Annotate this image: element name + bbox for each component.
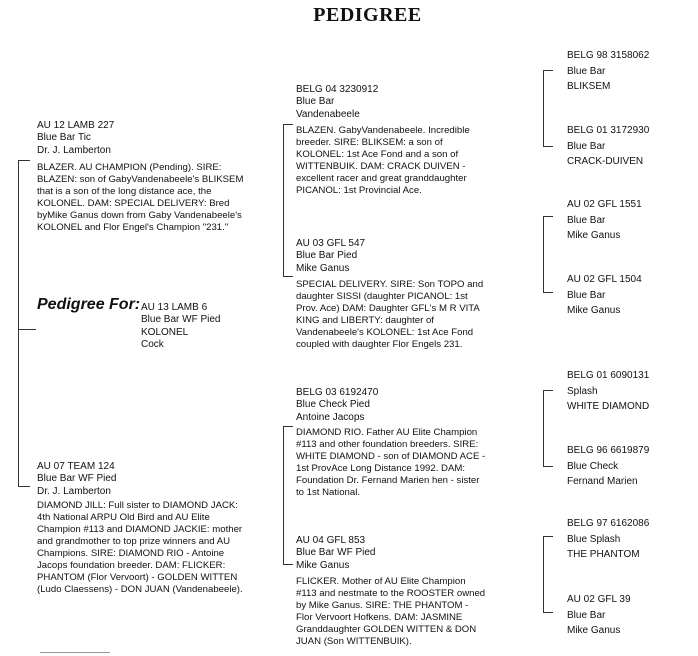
bracket-g1-vertical — [543, 70, 544, 146]
pedigree-for-label: Pedigree For: — [37, 296, 141, 313]
dam-info — [37, 461, 116, 498]
bracket-ds-vertical — [283, 426, 284, 564]
bracket-g7-top — [543, 536, 553, 537]
ancestor-g4 — [567, 272, 642, 319]
bracket-g7-bottom — [543, 612, 553, 613]
dam-sire-breeder: Antoine Jacops — [296, 411, 365, 423]
dam-band: AU 07 TEAM 124 — [37, 461, 115, 472]
sire-dam-note: SPECIAL DELIVERY. SIRE: Son TOPO and daughter SISSI (daughter PICANOL: 1st Prov. Ace) DAM: Daughter GFL's M R VITA KING and LIBERTY: daughter of Vandenabeele's KOLONEL: 1st Ace Fond coupled with daughter Flor Engels 231. — [296, 279, 484, 350]
bracket-g3-vertical — [543, 216, 544, 292]
bracket-left-stub — [18, 329, 36, 330]
g1-band: BELG 98 3158062 — [567, 50, 650, 61]
subject-color: Blue Bar WF Pied — [141, 314, 221, 326]
g6-band: BELG 96 6619879 — [567, 445, 650, 456]
g4-color: Blue Bar — [567, 289, 606, 301]
sire-sire-breeder: Vandenabeele — [296, 108, 360, 120]
ancestor-g2 — [567, 123, 649, 170]
page-title: PEDIGREE — [313, 4, 422, 26]
bracket-g1-bottom — [543, 146, 553, 147]
g1-color: Blue Bar — [567, 65, 606, 77]
bracket-g5-top — [543, 390, 553, 391]
ancestor-g7 — [567, 516, 649, 563]
sire-breeder: Dr. J. Lamberton — [37, 144, 111, 156]
bracket-ds-bottom — [283, 564, 293, 565]
bottom-divider — [40, 652, 110, 653]
ancestor-g5 — [567, 368, 649, 415]
g8-band: AU 02 GFL 39 — [567, 594, 631, 605]
sire-sire-note: BLAZEN. GabyVandenabeele. Incredible breeder. SIRE: BLIKSEM: a son of KOLONEL: 1st Ace Fond and a son of WITTENBUIK. DAM: CRACK DUIVEN - excellent racer and great granddaughter PICANOL: 1st Provincial Ace. — [296, 125, 470, 196]
dam-dam-info — [296, 535, 375, 572]
g2-band: BELG 01 3172930 — [567, 125, 650, 136]
subject-sex: Cock — [141, 339, 164, 351]
bracket-g3-bottom — [543, 292, 553, 293]
sire-info — [37, 120, 114, 157]
subject-info — [141, 302, 220, 352]
bracket-ss-bottom — [283, 276, 293, 277]
bracket-ss-vertical — [283, 124, 284, 276]
bracket-g5-vertical — [543, 390, 544, 466]
sire-band: AU 12 LAMB 227 — [37, 120, 115, 131]
sire-note: BLAZER. AU CHAMPION (Pending). SIRE: BLAZEN: son of GabyVandenabeele's BLIKSEM that is a son of the long distance ace, the KOLONEL. DAM: SPECIAL DELIVERY: Bred byMike Ganus down from Gaby Vandenabeele's KOLONEL and Flor Engel's Champion "231." — [37, 162, 244, 233]
g7-color: Blue Splash — [567, 533, 621, 545]
dam-sire-note: DIAMOND RIO. Father AU Elite Champion #113 and other foundation breeders. SIRE: WHITE DIAMOND - son of DIAMOND ACE - 1st ProvAce Long Distance 1992. DAM: Foundation Dr. Fernand Marien hen - sister to 1st National. — [296, 427, 486, 498]
sire-dam-breeder: Mike Ganus — [296, 262, 350, 274]
sire-dam-color: Blue Bar Pied — [296, 250, 358, 262]
g7-name: THE PHANTOM — [567, 549, 640, 560]
sire-sire-band: BELG 04 3230912 — [296, 84, 379, 95]
g6-color: Blue Check — [567, 460, 619, 472]
sire-dam-info — [296, 238, 365, 275]
subject-band: AU 13 LAMB 6 — [141, 302, 208, 313]
g3-color: Blue Bar — [567, 214, 606, 226]
bracket-g5-bottom — [543, 466, 553, 467]
subject-name: KOLONEL — [141, 326, 189, 338]
g5-color: Splash — [567, 385, 598, 397]
dam-dam-color: Blue Bar WF Pied — [296, 547, 376, 559]
g8-name: Mike Ganus — [567, 625, 621, 636]
dam-sire-band: BELG 03 6192470 — [296, 387, 379, 398]
bracket-left-bottom — [18, 486, 30, 487]
dam-note: DIAMOND JILL: Full sister to DIAMOND JACK: 4th National ARPU Old Bird and AU Elite Champion #113 and DIAMOND JACKIE: mother and grandmother to top prize winners and AU Champions. SIRE: DIAMOND RIO - Antoine Jacops foundation breeder. DAM: FLICKER: PHANTOM (Flor Vervoort) - GOLDEN WITTEN (Ludo Claessens) - DON JUAN (Vandenabeele). — [37, 500, 243, 595]
dam-dam-breeder: Mike Ganus — [296, 559, 350, 571]
g7-band: BELG 97 6162086 — [567, 518, 650, 529]
bracket-g1-top — [543, 70, 553, 71]
dam-dam-band: AU 04 GFL 853 — [296, 535, 366, 546]
bracket-ss-top — [283, 124, 293, 125]
dam-breeder: Dr. J. Lamberton — [37, 485, 111, 497]
bracket-ds-top — [283, 426, 293, 427]
g6-name: Fernand Marien — [567, 476, 638, 487]
ancestor-g6 — [567, 443, 649, 490]
ancestor-g8 — [567, 592, 631, 639]
g8-color: Blue Bar — [567, 609, 606, 621]
g4-band: AU 02 GFL 1504 — [567, 274, 642, 285]
ancestor-g1 — [567, 48, 649, 95]
sire-color: Blue Bar Tic — [37, 132, 91, 144]
bracket-g3-top — [543, 216, 553, 217]
bracket-left-top — [18, 160, 30, 161]
sire-sire-info — [296, 84, 378, 121]
g5-name: WHITE DIAMOND — [567, 401, 650, 412]
dam-sire-info — [296, 387, 378, 424]
ancestor-g3 — [567, 197, 642, 244]
dam-dam-note: FLICKER. Mother of AU Elite Champion #113 and nestmate to the ROOSTER owned by Mike Ganus. SIRE: THE PHANTOM - Flor Vervoort Hofkens. DAM: JASMINE Granddaughter GOLDEN WITTEN & DON JUAN (Son WITTENBUIK). — [296, 576, 486, 647]
g2-name: CRACK-DUIVEN — [567, 156, 644, 167]
dam-color: Blue Bar WF Pied — [37, 473, 117, 485]
bracket-g7-vertical — [543, 536, 544, 612]
sire-sire-color: Blue Bar — [296, 96, 335, 108]
g3-name: Mike Ganus — [567, 230, 621, 241]
sire-dam-band: AU 03 GFL 547 — [296, 238, 366, 249]
g1-name: BLIKSEM — [567, 81, 611, 92]
g3-band: AU 02 GFL 1551 — [567, 199, 642, 210]
g5-band: BELG 01 6090131 — [567, 370, 650, 381]
g2-color: Blue Bar — [567, 140, 606, 152]
dam-sire-color: Blue Check Pied — [296, 399, 370, 411]
bracket-left-vertical — [18, 160, 19, 486]
g4-name: Mike Ganus — [567, 305, 621, 316]
